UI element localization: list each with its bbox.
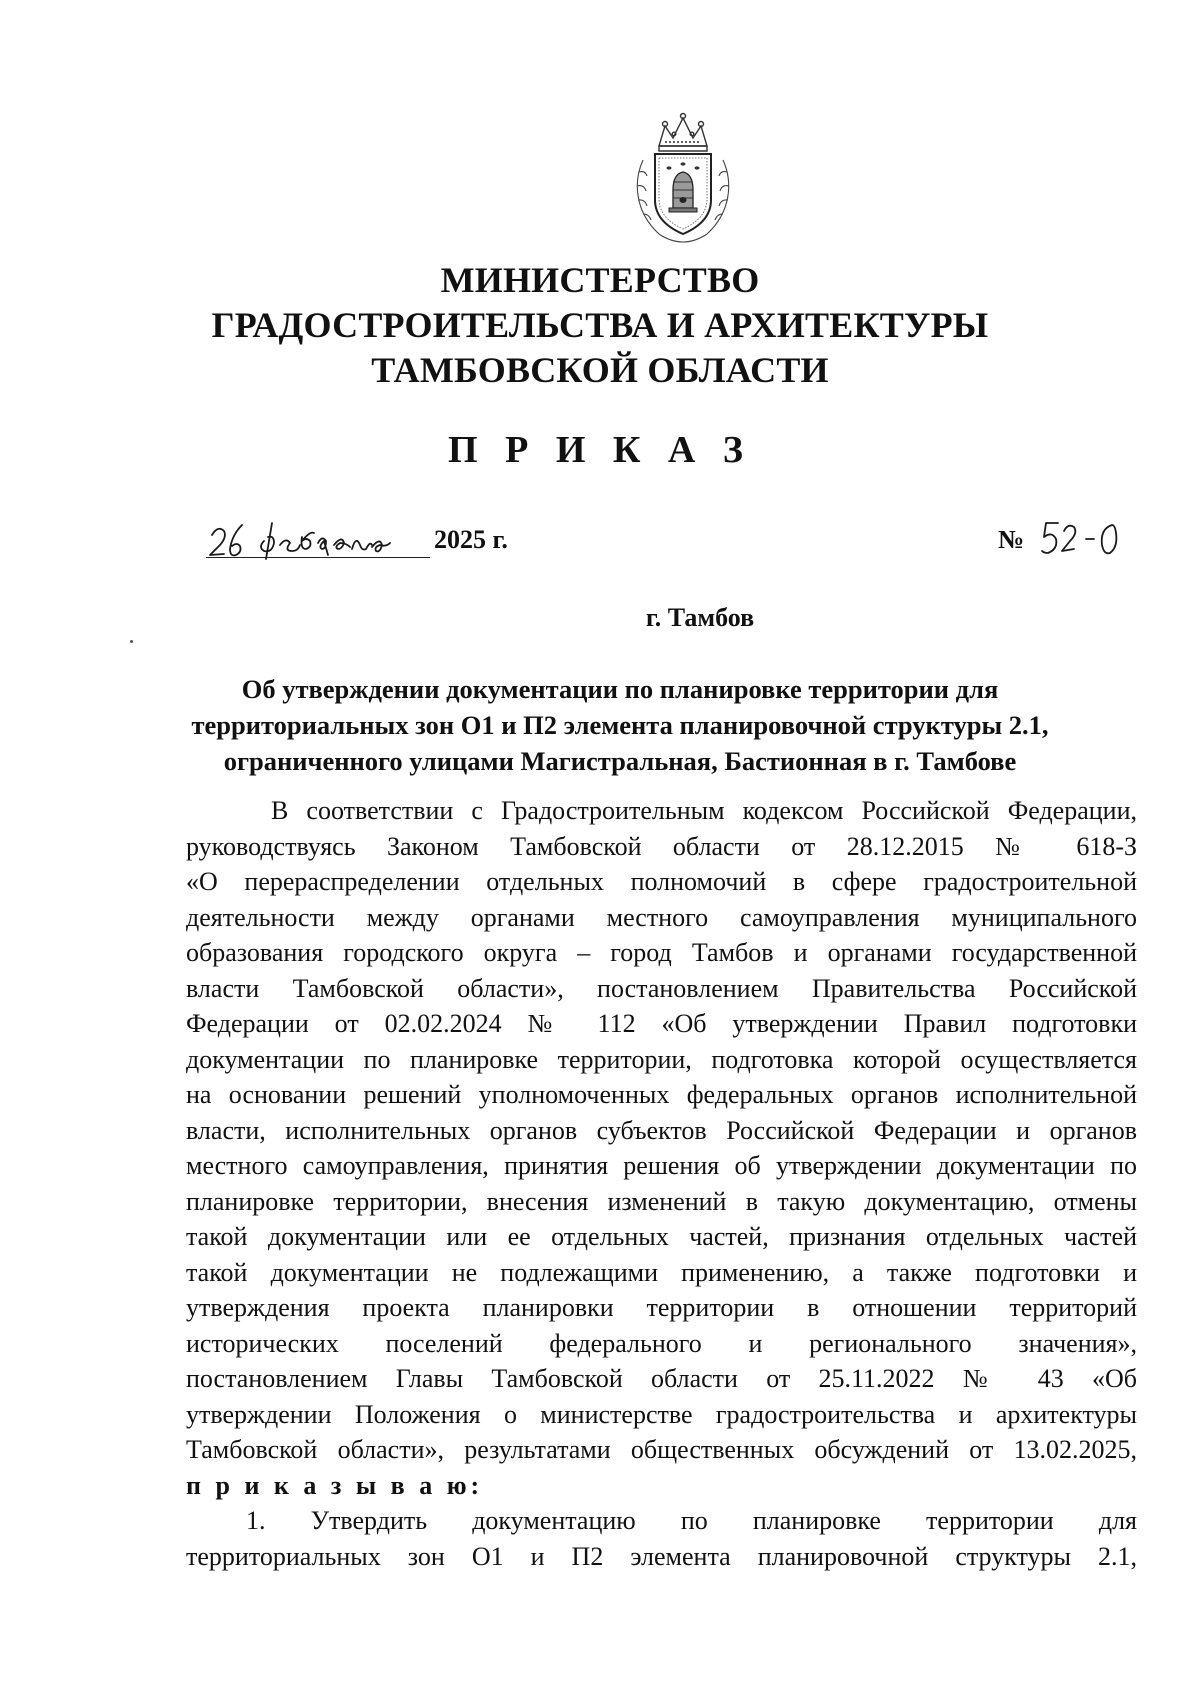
body-line: постановлением Главы Тамбовской области от 25.11.2022 № 43 «Об (186, 1364, 1137, 1393)
ministry-line-1: МИНИСТЕРСТВО (440, 260, 760, 300)
date-underline (206, 557, 430, 558)
subject-line-3: ограниченного улицами Магистральная, Бастионная в г. Тамбове (223, 746, 1017, 776)
city-name: г. Тамбов (645, 603, 755, 632)
ministry-line-2: ГРАДОСТРОИТЕЛЬСТВА И АРХИТЕКТУРЫ (211, 305, 989, 345)
body-line: образования городского округа – город Тамбов и органами государственной (186, 938, 1137, 967)
scan-artifact (130, 640, 133, 643)
body-line: утверждения проекта планировки территории в отношении территорий (186, 1293, 1137, 1322)
body-line: местного самоуправления, принятия решения об утверждении документации по (186, 1151, 1137, 1180)
ministry-title (180, 258, 1020, 393)
body-line: власти Тамбовской области», постановлением Правительства Российской (186, 973, 1137, 1003)
body-line: планировке территории, внесения изменений в такую документацию, отмены (186, 1186, 1137, 1216)
body-line: Тамбовской области», результатами общественных обсуждений от 13.02.2025, (186, 1435, 1137, 1464)
body-line: 1. Утвердить документацию по планировке территории для (246, 1506, 1137, 1535)
body-line: В соответствии с Градостроительным кодексом Российской Федерации, (271, 796, 1137, 825)
body-line: исторических поселений федерального и регионального значения», (186, 1328, 1137, 1358)
order-keyword: п р и к а з ы в а ю: (186, 1470, 484, 1500)
body-line: такой документации не подлежащими применению, а также подготовки и (186, 1257, 1137, 1287)
body-line: Федерации от 02.02.2024 № 112 «Об утверждении Правил подготовки (186, 1009, 1137, 1038)
number-sign: № (998, 525, 1025, 554)
document-year: 2025 г. (434, 525, 508, 554)
body-line: «О перераспределении отдельных полномочий в сфере градостроительной (186, 867, 1137, 896)
body-line: на основании решений уполномоченных федеральных органов исполнительной (186, 1080, 1137, 1109)
body-line: утверждении Положения о министерстве градостроительства и архитектуры (186, 1399, 1137, 1429)
document-type: П Р И К А З (448, 429, 752, 471)
body-line: руководствуясь Законом Тамбовской области от 28.12.2015 № 618-З (186, 831, 1137, 861)
body-line: территориальных зон О1 и П2 элемента планировочной структуры 2.1, (186, 1541, 1137, 1571)
body-line: документации по планировке территории, подготовка которой осуществляется (186, 1044, 1137, 1074)
subject-line-1: Об утверждении документации по планировке территории для (241, 674, 999, 704)
body-line: деятельности между органами местного самоуправления муниципального (186, 902, 1137, 932)
body-line: такой документации или ее отдельных частей, признания отдельных частей (186, 1222, 1137, 1251)
document-body (186, 793, 1137, 1574)
ministry-line-3: ТАМБОВСКОЙ ОБЛАСТИ (371, 350, 829, 390)
subject-line-2: территориальных зон О1 и П2 элемента планировочной структуры 2.1, (191, 710, 1049, 740)
handwritten-number (1038, 513, 1128, 565)
body-line: власти, исполнительных органов субъектов Российской Федерации и органов (186, 1115, 1137, 1145)
handwritten-date (206, 513, 436, 567)
document-subject (150, 671, 1090, 779)
coat-of-arms-icon (629, 112, 737, 244)
date-number-row (186, 519, 1126, 569)
